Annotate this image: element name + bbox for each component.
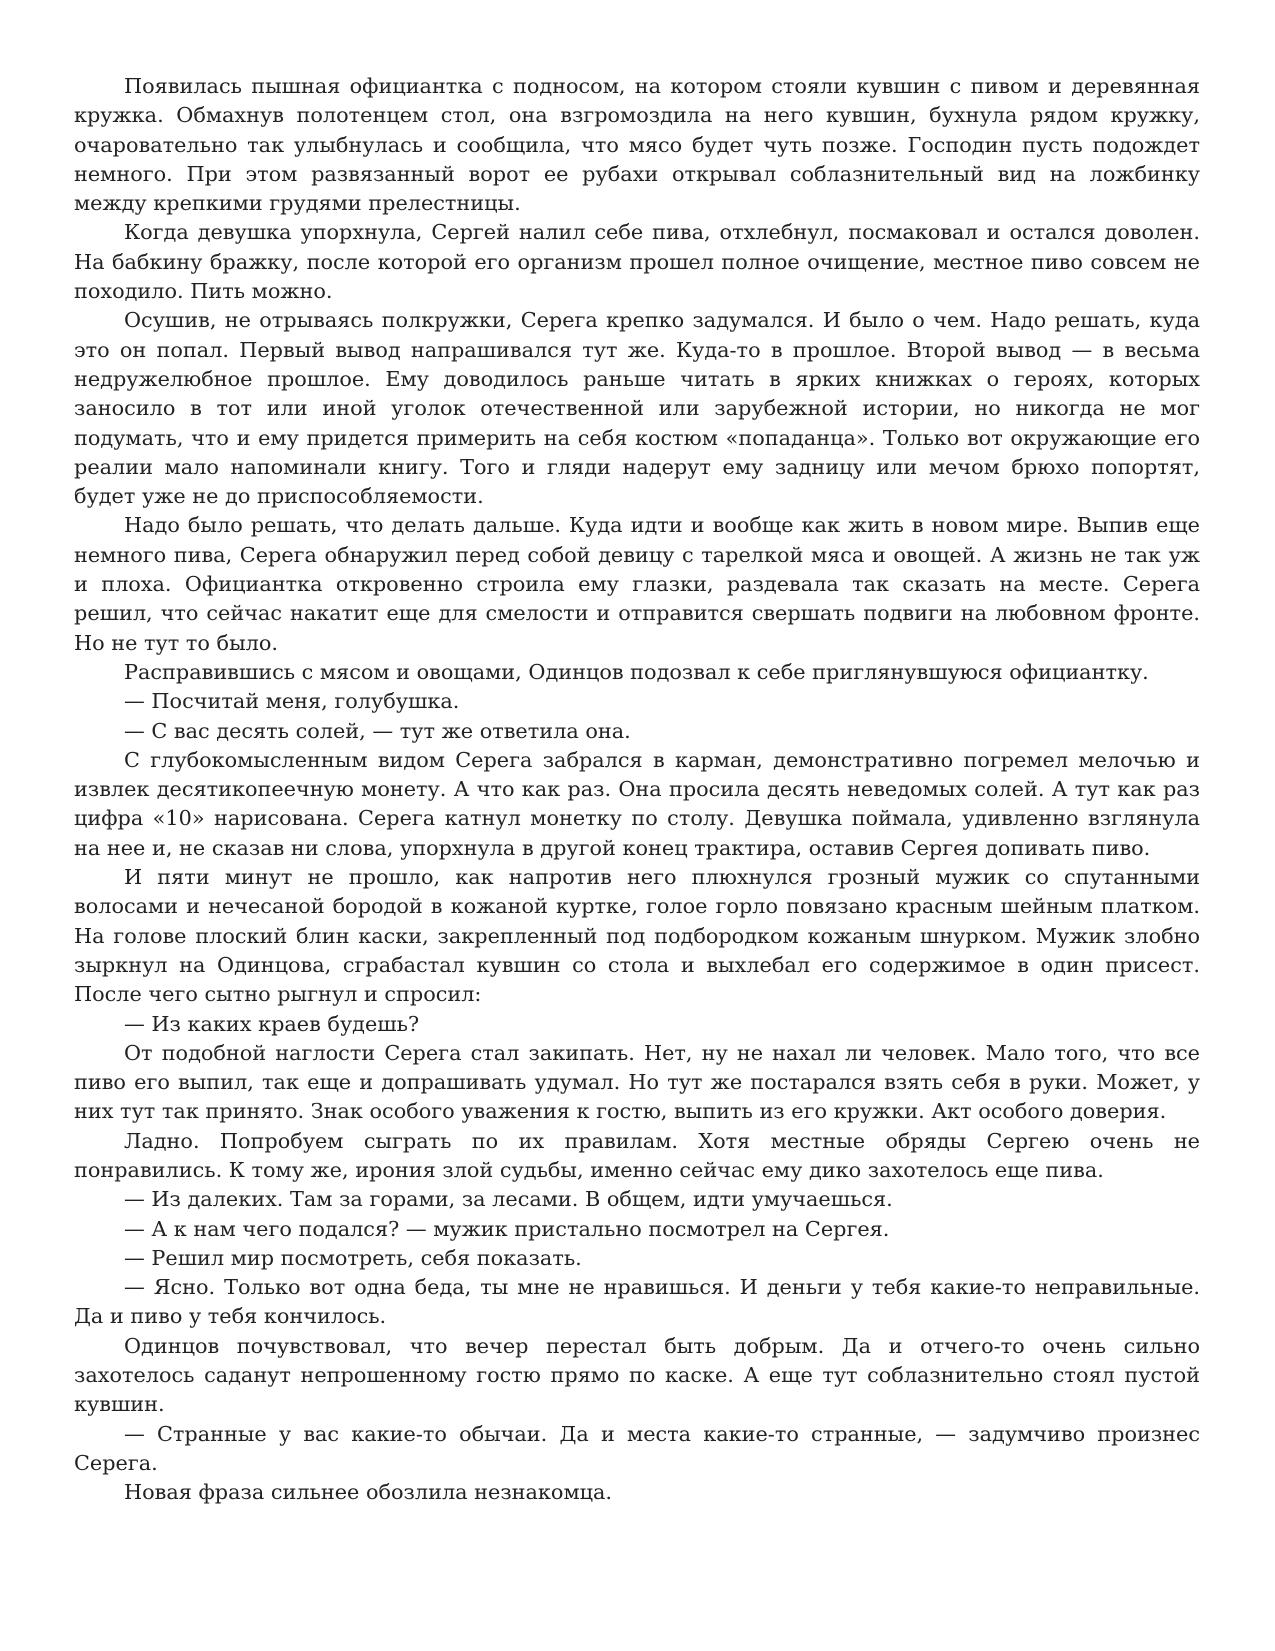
dialogue-line-7: — Ясно. Только вот одна беда, ты мне не нравишься. И деньги у тебя какие-то неправильные. Да и пиво у тебя кончилось. (74, 1275, 1200, 1329)
paragraph-8: От подобной наглости Серега стал закипать. Нет, ну не нахал ли человек. Мало того, что все пиво его выпил, так еще и допрашивать удумал. Но тут же постарался взять себя в руки. Может, у них тут так принято. Знак особого уважения к гостю, выпить из его кружки. Акт особого доверия. (74, 1040, 1200, 1124)
dialogue-line-6: — Решил мир посмотреть, себя показать. (124, 1245, 582, 1270)
dialogue-line-8: — Странные у вас какие-то обычаи. Да и места какие-то странные, — задумчиво произнес Серега. (74, 1421, 1200, 1475)
book-page (74, 72, 1200, 1508)
paragraph-11: Новая фраза сильнее обозлила незнакомца. (124, 1480, 613, 1505)
paragraph-10: Одинцов почувствовал, что вечер перестал быть добрым. Да и отчего-то очень сильно захотелось саданут непрошенному гостю прямо по каске. А еще тут соблазнительно стоял пустой кувшин. (74, 1333, 1200, 1417)
dialogue-line-5: — А к нам чего подался? — мужик пристально посмотрел на Сергея. (124, 1216, 890, 1241)
paragraph-7: И пяти минут не прошло, как напротив него плюхнулся грозный мужик со спутанными волосами и нечесаной бородой в кожаной куртке, голое горло повязано красным шейным платком. На голове плоский блин каски, закрепленный под подбородком кожаным шнурком. Мужик злобно зыркнул на Одинцова, сграбастал кувшин со стола и выхлебал его содержимое в один присест. После чего сытно рыгнул и спросил: (74, 865, 1200, 1007)
paragraph-9: Ладно. Попробуем сыграть по их правилам. Хотя местные обряды Сергею очень не понравились. К тому же, ирония злой судьбы, именно сейчас ему дико захотелось еще пива. (74, 1128, 1200, 1182)
paragraph-4: Надо было решать, что делать дальше. Куда идти и вообще как жить в новом мире. Выпив еще немного пива, Серега обнаружил перед собой девицу с тарелкой мяса и овощей. А жизнь не так уж и плоха. Официантка откровенно строила ему глазки, раздевала так сказать на месте. Серега решил, что сейчас накатит еще для смелости и отправится свершать подвиги на любовном фронте. Но не тут то было. (74, 513, 1200, 655)
paragraph-1: Появилась пышная официантка с подносом, на котором стояли кувшин с пивом и деревянная кружка. Обмахнув полотенцем стол, она взгромоздила на него кувшин, бухнула рядом кружку, очаровательно так улыбнулась и сообщила, что мясо будет чуть позже. Господин пусть подождет немного. При этом развязанный ворот ее рубахи открывал соблазнительный вид на ложбинку между крепкими грудями прелестницы. (74, 74, 1200, 216)
dialogue-line-3: — Из каких краев будешь? (124, 1011, 420, 1036)
paragraph-3: Осушив, не отрываясь полкружки, Серега крепко задумался. И было о чем. Надо решать, куда это он попал. Первый вывод напрашивался тут же. Куда-то в прошлое. Второй вывод — в весьма недружелюбное прошлое. Ему доводилось раньше читать в ярких книжках о героях, которых заносило в тот или иной уголок отечественной или зарубежной истории, но никогда не мог подумать, что и ему придется примерить на себя костюм «попаданца». Только вот окружающие его реалии мало напоминали книгу. Того и гляди надерут ему задницу или мечом брюхо попортят, будет уже не до приспособляемости. (74, 308, 1200, 509)
paragraph-5: Расправившись с мясом и овощами, Одинцов подозвал к себе приглянувшуюся официантку. (124, 659, 1149, 684)
paragraph-6: С глубокомысленным видом Серега забрался в карман, демонстративно погремел мелочью и извлек десятикопеечную монету. А что как раз. Она просила десять неведомых солей. А тут как раз цифра «10» нарисована. Серега катнул монетку по столу. Девушка поймала, удивленно взглянула на нее и, не сказав ни слова, упорхнула в другой конец трактира, оставив Сергея допивать пиво. (74, 747, 1200, 860)
dialogue-line-4: — Из далеких. Там за горами, за лесами. В общем, идти умучаешься. (124, 1187, 893, 1212)
paragraph-2: Когда девушка упорхнула, Сергей налил себе пива, отхлебнул, посмаковал и остался доволен. На бабкину бражку, после которой его организм прошел полное очищение, местное пиво совсем не походило. Пить можно. (74, 220, 1200, 304)
dialogue-line-2: — С вас десять солей, — тут же ответила она. (124, 718, 631, 743)
dialogue-line-1: — Посчитай меня, голубушка. (124, 689, 460, 714)
